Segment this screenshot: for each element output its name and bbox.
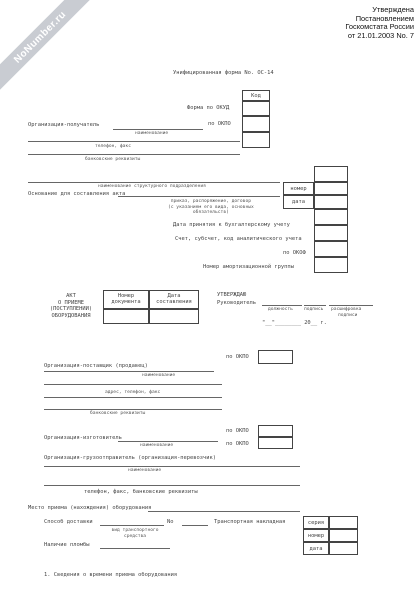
account-cell: [314, 225, 348, 241]
shipper-contacts-caption: телефон, факс, банковские реквизиты: [84, 489, 198, 495]
okpo-label-recipient: по ОКПО: [208, 121, 231, 127]
waybill-number-label-cell: [303, 529, 329, 542]
doc-date-header-2: составления: [156, 299, 192, 305]
section-1-heading: 1. Сведения о времени приема оборудования: [44, 572, 178, 578]
doc-number-header-cell: [103, 290, 149, 309]
waybill-date-label-cell: [303, 542, 329, 555]
recipient-label: Организация-получатель: [28, 122, 100, 128]
act-title-3: (ПОСТУПЛЕНИИ): [49, 306, 93, 313]
act-title: [36, 293, 106, 319]
delivery-no-line: [182, 525, 208, 526]
depreciation-group-cell: [314, 257, 348, 273]
approve-date: "__"________ 20__ г.: [262, 320, 327, 326]
waybill-number-label: номер: [307, 533, 325, 539]
manufacturer-name-line: [118, 441, 218, 442]
basis-line: [118, 196, 280, 197]
basis-doc-caption: [168, 199, 254, 216]
manufacturer-okpo-cell: [258, 425, 293, 437]
supplier-address-caption: адрес, телефон, факс: [105, 390, 161, 395]
approval-line-4: от 21.01.2003 No. 7: [347, 30, 414, 40]
recipient-name-caption: наименование: [135, 131, 169, 136]
delivery-method-line: [100, 525, 164, 526]
basis-doc-caption-3: обязательств): [192, 210, 229, 216]
supplier-line-2: [44, 384, 222, 385]
act-title-4: ОБОРУДОВАНИЯ: [51, 312, 91, 319]
watermark-band: [0, 0, 96, 93]
act-title-2: О ПРИЕМЕ: [58, 299, 84, 306]
basis-date-cell: [314, 195, 348, 209]
okud-label: Форма по ОКУД: [187, 105, 230, 111]
doc-date-value-cell: [149, 309, 199, 324]
approval-line-1: Утверждена: [372, 5, 414, 14]
shipper-name-caption: наименование: [128, 468, 162, 473]
supplier-okpo-cell: [258, 350, 293, 364]
shipper-line-1: [44, 466, 300, 467]
supplier-okpo-label: по ОКПО: [226, 354, 249, 360]
approve-title: УТВЕРЖДАЮ: [217, 292, 247, 298]
basis-number-cell: [314, 182, 348, 195]
okof-label: по ОКОФ: [283, 250, 306, 256]
recipient-name-line: [113, 129, 203, 130]
head-decoding-line: [329, 305, 373, 306]
acceptance-date-label: Дата принятия к бухгалтерскому учету: [173, 222, 290, 228]
manufacturer-okpo-label-2: по ОКПО: [226, 441, 249, 447]
acceptance-date-cell: [314, 209, 348, 225]
doc-date-header-1: Дата: [167, 293, 181, 299]
vehicle-caption-2: средства: [123, 533, 147, 539]
watermark-text: NoNumber.ru: [11, 8, 69, 66]
waybill-date-cell: [329, 542, 358, 555]
supplier-line-3: [44, 397, 222, 398]
act-title-1: АКТ: [66, 293, 76, 299]
supplier-bank-caption: банковские реквизиты: [90, 411, 146, 416]
delivery-no-label: No: [167, 519, 174, 525]
recipient-line-2: [28, 141, 240, 142]
basis-number-label-cell: [283, 182, 314, 195]
code-header-cell: [242, 90, 270, 101]
approval-line-3: Госкомстата России: [345, 22, 414, 32]
supplier-name-caption: наименование: [142, 373, 176, 378]
manufacturer-okpo-cell-2: [258, 437, 293, 449]
supplier-name-line: [44, 371, 214, 372]
doc-number-header-2: документа: [111, 299, 141, 305]
head-signature-line: [304, 305, 326, 306]
approval-line-2: Постановлением: [355, 13, 414, 23]
head-label: Руководитель: [217, 300, 256, 306]
manufacturer-name-caption: наименование: [140, 443, 174, 448]
recipient-bank-caption: банковские реквизиты: [85, 157, 141, 162]
waybill-number-cell: [329, 529, 358, 542]
waybill-date-label: дата: [309, 546, 323, 552]
account-label: Счет, субсчет, код аналитического учета: [175, 236, 302, 242]
supplier-line-4: [44, 409, 222, 410]
waybill-series-cell: [329, 516, 358, 529]
basis-doc-caption-2: (с указанием его вида, основных: [168, 204, 254, 210]
manufacturer-label: Организация-изготовитель: [44, 435, 122, 441]
recipient-line-3: [28, 154, 240, 155]
signature-caption: подпись: [304, 307, 324, 312]
doc-date-header-cell: [149, 290, 199, 309]
place-line: [148, 511, 300, 512]
manufacturer-okpo-label: по ОКПО: [226, 428, 249, 434]
position-caption: должность: [268, 307, 293, 312]
basis-date-label-cell: [283, 195, 314, 209]
seals-line: [100, 548, 170, 549]
form-title: Унифицированная форма No. ОС-14: [173, 70, 274, 76]
recipient-phone-caption: телефон, факс: [95, 144, 131, 149]
doc-number-value-cell: [103, 309, 149, 324]
depreciation-group-label: Номер амортизационной группы: [203, 264, 294, 270]
code-spare-cell: [242, 132, 270, 148]
delivery-label: Способ доставки: [44, 519, 93, 525]
waybill-series-label: серия: [307, 520, 325, 526]
vehicle-caption: [105, 528, 165, 539]
okud-code-cell: [242, 101, 270, 116]
approval-header: [345, 6, 414, 40]
decoding-caption-2: подписи: [338, 313, 358, 318]
basis-date-label: дата: [292, 199, 305, 205]
division-caption: наименование структурного подразделения: [98, 184, 206, 189]
code-header: Код: [251, 93, 261, 99]
head-position-line: [262, 305, 302, 306]
basis-code-cell-0: [314, 166, 348, 182]
okof-cell: [314, 241, 348, 257]
doc-number-header-1: Номер: [117, 293, 135, 299]
decoding-caption: расшифровка: [331, 307, 362, 312]
supplier-label: Организация-поставщик (продавец): [44, 363, 148, 369]
waybill-label: Транспортная накладная: [214, 519, 286, 525]
shipper-line-2: [44, 485, 300, 486]
shipper-label: Организация-грузоотправитель (организация-перевозчик): [44, 455, 217, 461]
place-label: Место приема (нахождения) оборудования: [28, 505, 152, 511]
seals-label: Наличие пломбы: [44, 542, 90, 548]
waybill-series-label-cell: [303, 516, 329, 529]
vehicle-caption-1: вид транспортного: [111, 528, 159, 533]
okpo-code-cell: [242, 116, 270, 132]
basis-label: Основание для составления акта: [28, 191, 126, 197]
basis-doc-caption-1: приказ, распоряжение, договор: [170, 199, 251, 204]
division-line: [28, 182, 280, 183]
basis-number-label: номер: [290, 186, 307, 192]
